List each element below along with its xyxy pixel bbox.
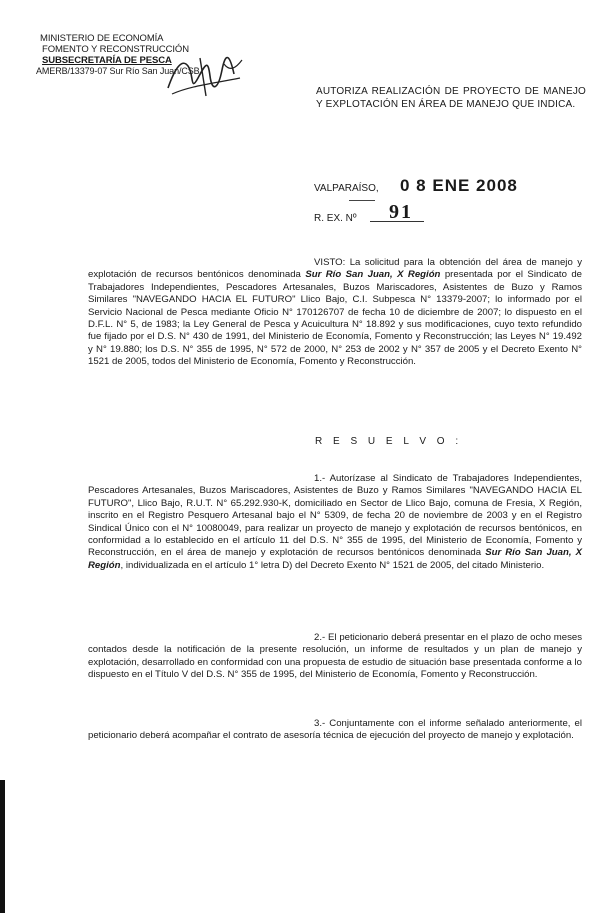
visto-lead: VISTO: La solicitud para la obtención del área de manejo y explotación de recursos bentónicos denominada	[88, 257, 582, 281]
clause-1-lead: 1.- Autorízase al Sindicato de Trabajadores Independientes, Pescadores Artesanales, Buzos Mariscadores, Asistentes de Buzo y Ramos Similares "NAVEGANDO HACIA EL FUTURO", Llico Bajo, R.U.T. N° 65.292.930-K, domiciliado en Sector de Llico Bajo, comuna de Fresia, X Región, inscrito en el Registro Pesquero Artesanal bajo el N° 5309, de fecha 20 de noviembre de 2003 y en el Registro Sindical Único con el N° 10080049, para realizar un proyecto de manejo y explotación de recursos bentónicos, en conformidad a lo establecido en el artículo 11 del D.S. N° 355 de 1995, del Ministerio de Economía, Fomento y Reconstrucción, en el área de manejo y explotación de recursos bentónicos denominada	[88, 473, 582, 559]
scan-edge-mark	[0, 780, 5, 913]
resuelvo-heading: R E S U E L V O :	[315, 436, 463, 447]
area-name: Sur Río San Juan, X Región	[305, 269, 441, 281]
visto-rest: presentada por el Sindicato de Trabajadores Independientes, Pescadores Artesanales, Buzos Mariscadores, Asistentes de Buzo y Ramos Similares "NAVEGANDO HACIA EL FUTURO" Llico Bajo, C.I. Subpesca N° 13379-2007; lo informado por el Servicio Nacional de Pesca mediante Oficio N° 170126707 de fecha 10 de diciembre de 2007; lo dispuesto en el D.F.L. N° 5, de 1983; la Ley General de Pesca y Acuicultura N° 18.892 y sus modificaciones, cuyo texto refundido fue fijado por el D.S. N° 430 de 1991, del Ministerio de Economía, Fomento y Reconstrucción; las Leyes N° 19.492 y N° 19.880; los D.S. N° 355 de 1995, N° 572 de 2000, N° 253 de 2002 y N° 357 de 2005 y el Decreto Exento N° 1521 de 2005, todos del Ministerio de Economía, Fomento y Reconstrucción.	[88, 269, 582, 368]
ministry-name: MINISTERIO DE ECONOMÍA	[40, 33, 164, 44]
visto-paragraph	[88, 257, 582, 369]
handwritten-signature	[160, 48, 250, 103]
clause-1-area: Sur Río San Juan, X Región	[88, 547, 582, 571]
clause-1	[88, 473, 582, 572]
clause-3: 3.- Conjuntamente con el informe señalado anteriormente, el peticionario deberá acompañar el contrato de asesoría técnica de ejecución del proyecto de manejo y explotación.	[88, 718, 582, 742]
date-place: VALPARAÍSO,	[314, 183, 379, 194]
undersecretariat-name: SUBSECRETARÍA DE PESCA	[42, 55, 172, 66]
date-stamp: 0 8 ENE 2008	[400, 176, 518, 195]
ministry-name-line-2: FOMENTO Y RECONSTRUCCIÓN	[42, 44, 189, 55]
divider-dashes	[349, 200, 375, 201]
resolution-number-underline	[370, 221, 424, 222]
reference-code: AMERB/13379-07 Sur Río San Juan/CSB	[36, 66, 200, 76]
resolution-number: 91	[389, 201, 413, 223]
clause-2: 2.- El peticionario deberá presentar en el plazo de ocho meses contados desde la notificación de la presente resolución, un informe de resultados y un plan de manejo y explotación, desarrollado en conformidad con una propuesta de estudio de situación base presentada conforme a lo dispuesto en el Título V del D.S. N° 355 de 1995, del Ministerio de Economía, Fomento y Reconstrucción.	[88, 632, 582, 681]
clause-1-rest: , individualizada en el artículo 1° letra D) del Decreto Exento N° 1521 de 2005, del citado Ministerio.	[120, 559, 545, 571]
resolution-subject: AUTORIZA REALIZACIÓN DE PROYECTO DE MANEJO Y EXPLOTACIÓN EN ÁREA DE MANEJO QUE INDICA.	[316, 86, 586, 110]
resolution-number-label: R. EX. Nº	[314, 213, 357, 224]
